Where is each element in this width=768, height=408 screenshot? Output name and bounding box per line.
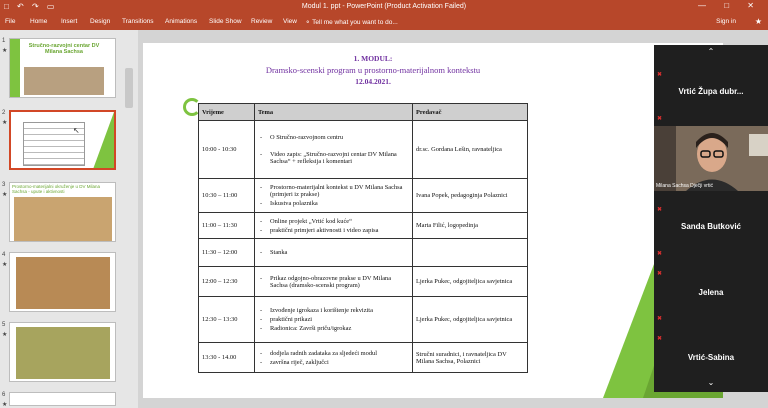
topic-item: - Prikaz odgojno-obrazovne prakse u DV Milana Sachsa (dramsko-scenski program) [258, 275, 409, 289]
window-controls[interactable]: — □ ✕ [698, 1, 762, 10]
topic-item: - Video zapis: „Stručno-razvojni centar DV Milana Sachsa“ + refleksija i komentari [258, 151, 409, 165]
topic-item: - praktični prikazi [258, 316, 409, 323]
title-bar [0, 0, 768, 14]
topic-item: - Iskustva polaznika [258, 200, 409, 207]
thumb-photo [16, 327, 110, 379]
schedule-table[interactable] [198, 103, 528, 373]
thumb-number-1: 1 [2, 38, 6, 44]
thumb-title: Stručno-razvojni centar DV Milana Sachsa [28, 43, 100, 55]
thumb-number-2: 2 [2, 110, 6, 116]
thumb-star-1: ★ [2, 48, 8, 54]
cell-time: 11:30 – 12:00 [199, 239, 255, 267]
topic-item: - O Stručno-razvojnom centru [258, 134, 409, 141]
slide-thumbnail-6[interactable] [9, 392, 116, 406]
sign-in-link[interactable]: Sign in [716, 18, 736, 25]
cell-topic [255, 179, 413, 213]
lightbulb-icon: ⚬ [305, 19, 313, 26]
participant-name: Jelena [698, 288, 724, 297]
cell-speaker: Ljerka Pukec, odgojiteljica savjetnica [413, 297, 528, 343]
thumb-photo [14, 197, 112, 241]
cell-topic [255, 267, 413, 297]
cell-speaker: Marta Filić, logopedinja [413, 213, 528, 239]
table-row [199, 297, 528, 343]
cell-topic [255, 343, 413, 373]
table-row [199, 343, 528, 373]
mic-muted-icon: ✖ [657, 116, 663, 122]
mic-muted-icon: ✖ [657, 336, 663, 342]
table-row [199, 121, 528, 179]
topic-item: - Prostorno-materijalni kontekst u DV Milana Sachsa (primjeri iz prakse) [258, 184, 409, 198]
cell-time: 12:00 – 12:30 [199, 267, 255, 297]
mic-muted-icon: ✖ [657, 72, 663, 78]
thumb-number-3: 3 [2, 182, 6, 188]
video-participant-panel[interactable] [654, 45, 768, 392]
thumb-number-5: 5 [2, 322, 6, 328]
mic-muted-icon: ✖ [657, 271, 663, 277]
cell-topic [255, 239, 413, 267]
topic-item: - dodjela radnih zadataka za sljedeći modul [258, 350, 409, 357]
slide-title-module: 1. MODUL: [353, 54, 393, 63]
chevron-up-icon[interactable]: ⌃ [707, 47, 715, 56]
header-speaker: Predavač [413, 104, 528, 121]
slide-thumbnail-4[interactable] [9, 252, 116, 312]
table-row [199, 213, 528, 239]
cell-speaker: Ljerka Pukec, odgojiteljica savjetnica [413, 267, 528, 297]
thumb-star-5: ★ [2, 332, 8, 338]
thumbnail-scrollbar[interactable] [125, 68, 133, 108]
webcam-person-image [654, 126, 768, 191]
participant-name: Vrtić Župa dubr... [678, 87, 744, 96]
mic-muted-icon: ✖ [657, 316, 663, 322]
slide-thumbnail-panel[interactable] [0, 30, 138, 408]
video-name-label: Milana Sachsa Dječji vrtić [656, 183, 713, 189]
thumb-star-6: ★ [2, 402, 8, 408]
tell-me-box[interactable]: ⚬ Tell me what you want to do... [305, 19, 398, 26]
tab-review[interactable]: Review [251, 18, 273, 25]
tab-file[interactable]: File [5, 18, 16, 25]
cell-time: 11:00 – 11:30 [199, 213, 255, 239]
tab-home[interactable]: Home [30, 18, 48, 25]
topic-item: - završna riječ, zaključci [258, 359, 409, 366]
cell-time: 10:30 – 11:00 [199, 179, 255, 213]
header-time: Vrijeme [199, 104, 255, 121]
cell-time: 10:00 - 10:30 [199, 121, 255, 179]
cell-topic [255, 121, 413, 179]
topic-item: - Izvođenje igrokaza i korištenje rekvizita [258, 307, 409, 314]
mouse-cursor-icon: ↖ [73, 126, 80, 135]
tab-insert[interactable]: Insert [61, 18, 78, 25]
share-icon[interactable]: ★ [754, 17, 762, 26]
quick-access-toolbar[interactable]: □ ↶ ↷ ▭ [4, 2, 58, 11]
thumb-title: Prostorno-materijalni okruženje u DV Milana Sachsa - upute i aktivnosti [12, 184, 101, 194]
thumb-photo [16, 257, 110, 309]
green-shape [92, 112, 114, 170]
table-row [199, 239, 528, 267]
slide-thumbnail-3[interactable] [9, 182, 116, 242]
ribbon-tabs [0, 14, 768, 30]
tab-transitions[interactable]: Transitions [122, 18, 154, 25]
mic-muted-icon: ✖ [657, 251, 663, 257]
window-title: Modul 1. ppt - PowerPoint (Product Activation Failed) [301, 3, 467, 10]
table-header-row [199, 104, 528, 121]
participant-name: Sanda Butković [680, 222, 741, 231]
tab-animations[interactable]: Animations [165, 18, 198, 25]
mic-muted-icon: ✖ [657, 207, 663, 213]
cell-topic [255, 213, 413, 239]
slide-thumbnail-2[interactable] [9, 110, 116, 170]
slide-thumbnail-5[interactable] [9, 322, 116, 382]
topic-item: - Stanka [258, 249, 409, 256]
slide-thumbnail-1[interactable] [9, 38, 116, 98]
cell-speaker [413, 239, 528, 267]
header-topic: Tema [255, 104, 413, 121]
slide-title-date: 12.04.2021. [355, 77, 391, 86]
thumb-number-6: 6 [2, 392, 6, 398]
cell-speaker: Stručni suradnici, i ravnateljica DV Milana Sachsa, Polaznici [413, 343, 528, 373]
topic-item: - praktični primjeri aktivnosti i video zapisa [258, 227, 409, 234]
cell-time: 13:30 - 14.00 [199, 343, 255, 373]
tab-design[interactable]: Design [90, 18, 111, 25]
thumb-star-4: ★ [2, 262, 8, 268]
table-row [199, 179, 528, 213]
participant-video[interactable] [654, 126, 768, 191]
table-row [199, 267, 528, 297]
green-bar [10, 39, 20, 98]
thumb-star-2: ★ [2, 120, 8, 126]
participant-name: Vrtić-Sabina [687, 353, 735, 362]
cell-topic [255, 297, 413, 343]
cell-speaker: Ivana Popek, pedagoginja Polaznici [413, 179, 528, 213]
current-slide[interactable] [143, 43, 723, 398]
chevron-down-icon[interactable]: ⌄ [707, 378, 715, 387]
cell-speaker: dr.sc. Gordana Lešin, ravnateljica [413, 121, 528, 179]
topic-item: - Radionica: Završi priču/igrokaz [258, 325, 409, 332]
topic-item: - Online projekt „Vrtić kod kuće“ [258, 218, 409, 225]
thumb-photo [24, 67, 104, 95]
thumb-number-4: 4 [2, 252, 6, 258]
tab-slide-show[interactable]: Slide Show [209, 18, 242, 25]
thumb-star-3: ★ [2, 192, 8, 198]
slide-title-program: Dramsko-scenski program u prostorno-materijalnom kontekstu [265, 65, 481, 75]
tab-view[interactable]: View [283, 18, 297, 25]
cell-time: 12:30 – 13:30 [199, 297, 255, 343]
